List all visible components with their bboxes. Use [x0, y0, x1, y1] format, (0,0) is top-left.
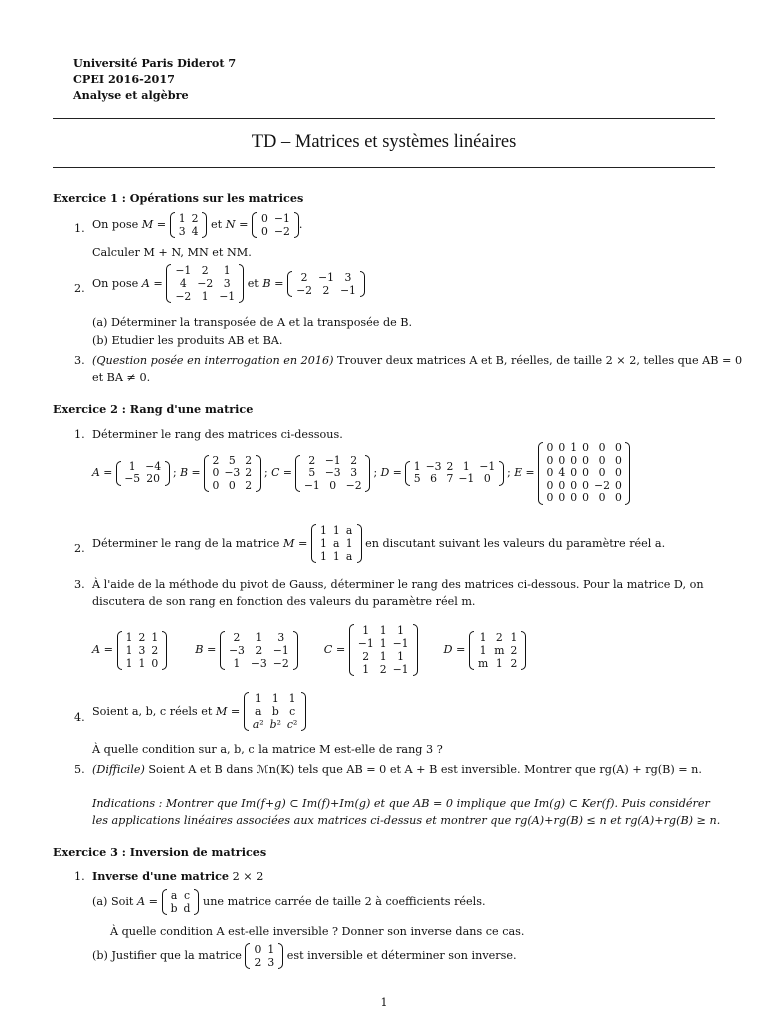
matrix-B: 2 −1 3 −2 2 −1 [287, 271, 365, 297]
item-number: 2. [74, 282, 85, 295]
program-name: CPEI 2016-2017 [73, 72, 175, 86]
page-number: 1 [380, 996, 388, 1009]
ex1-q3: (Question posée en interrogation en 2016) Trouver deux matrices A et B, réelles, de taille 2 × 2, telles que AB = 0 [92, 354, 743, 367]
ex1-q1: On pose M = 1 2 3 4 et N = 0 −1 0 −2 . [92, 212, 303, 238]
ex2-matrices-row: A = 1 −4 −5 20 ; B = 2 5 2 0 −3 2 0 0 2 ; C = 2 −1 2 5 −3 3 −1 0 −2 ; D = 1 −3 2 1 −1 5 6 7 −1 0 ; E = 0 0 1 0 0 0 0 0 0 0 0 0 0 4 0 0 0 0 0 0 0 0 −2 0 0 0 0 0 0 0 [92, 442, 630, 505]
matrix-A5: a c b d [162, 889, 200, 915]
matrix-N: 0 −1 0 −2 [252, 212, 299, 238]
matrix-D2: 1 −3 2 1 −1 5 6 7 −1 0 [405, 461, 504, 486]
ex1-q2: On pose A = −1 2 1 4 −2 3 −2 1 −1 et B = 2 −1 3 −2 2 −1 [92, 264, 365, 303]
ex1-q3-line2: et BA ≠ 0. [92, 371, 151, 384]
ex2-q3-line1: À l'aide de la méthode du pivot de Gauss, déterminer le rang des matrices ci-dessous. Pour la matrice D, on [92, 578, 704, 591]
matrix-A3: 1 2 1 1 3 2 1 1 0 [117, 631, 168, 670]
ex1-q2a: (a) Déterminer la transposée de A et la transposée de B. [92, 316, 413, 329]
ex3-q1a-line2: À quelle condition A est-elle inversible ? Donner son inverse dans ce cas. [110, 925, 525, 938]
ex3-q1: Inverse d'une matrice 2 × 2 [92, 869, 264, 883]
matrix-C3: 1 1 1 −1 1 −1 2 1 1 1 2 −1 [349, 624, 418, 676]
ex2-q4-line2: À quelle condition sur a, b, c la matrice M est-elle de rang 3 ? [92, 743, 443, 756]
item-number: 3. [74, 354, 85, 367]
document-header [73, 55, 236, 103]
ex3-q1b: (b) Justifier que la matrice 0 1 2 3 est inversible et déterminer son inverse. [92, 943, 517, 969]
exercise-3-heading: Exercice 3 : Inversion de matrices [53, 845, 267, 859]
ex1-q2b: (b) Etudier les produits AB et BA. [92, 334, 283, 347]
course-name: Analyse et algèbre [73, 88, 189, 102]
matrix-M4: 1 1 1 a b c a² b² c² [244, 692, 306, 731]
ex2-q4: Soient a, b, c réels et M = 1 1 1 a b c a² b² c² [92, 692, 306, 731]
item-number: 1. [74, 428, 85, 441]
ex2-q3-matrices: A = 1 2 1 1 3 2 1 1 0 B = 2 1 3 −3 2 −1 1 −3 −2 C = 1 1 1 −1 1 −1 2 1 1 1 2 −1 D = 1 2 1 1 m 2 m 1 2 [92, 624, 526, 676]
matrix-M: 1 2 3 4 [170, 212, 208, 238]
ex2-hint-line1: Indications : Montrer que Im(f+g) ⊂ Im(f)+Im(g) et que AB = 0 implique que Im(g) ⊂ Ker(f). Puis considérer [92, 797, 710, 810]
matrix-B2: 2 5 2 0 −3 2 0 0 2 [204, 455, 261, 493]
ex3-q1a: (a) Soit A = a c b d une matrice carrée de taille 2 à coefficients réels. [92, 889, 486, 915]
item-number: 1. [74, 222, 85, 235]
matrix-inv: 0 1 2 3 [245, 943, 283, 969]
matrix-A: −1 2 1 4 −2 3 −2 1 −1 [166, 264, 244, 303]
ex2-q5: (Difficile) Soient A et B dans ℳn(𝕂) tels que AB = 0 et A + B est inversible. Montrer que rg(A) + rg(B) = n. [92, 763, 702, 776]
university-name: Université Paris Diderot 7 [73, 56, 237, 70]
exercise-1-heading: Exercice 1 : Opérations sur les matrices [53, 191, 304, 205]
item-number: 5. [74, 763, 85, 776]
exercise-2-heading: Exercice 2 : Rang d'une matrice [53, 402, 254, 416]
item-number: 4. [74, 711, 85, 724]
item-number: 3. [74, 578, 85, 591]
page-title: TD – Matrices et systèmes linéaires [251, 132, 517, 152]
ex1-q1-calc: Calculer M + N, MN et NM. [92, 246, 252, 259]
title-rule [53, 167, 715, 168]
ex2-q1: Déterminer le rang des matrices ci-dessous. [92, 428, 343, 441]
item-number: 1. [74, 870, 85, 883]
top-rule [53, 118, 715, 119]
ex2-hint-line2: les applications linéaires associées aux matrices ci-dessus et montrer que rg(A)+rg(B) ≤ n et rg(A)+rg(B) ≥ n. [92, 814, 721, 827]
matrix-D3: 1 2 1 1 m 2 m 1 2 [469, 631, 526, 670]
matrix-M2: 1 1 a 1 a 1 1 1 a [311, 524, 362, 563]
matrix-E2: 0 0 1 0 0 0 0 0 0 0 0 0 0 4 0 0 0 0 0 0 0 0 −2 0 0 0 0 0 0 0 [538, 442, 630, 505]
ex2-q2: Déterminer le rang de la matrice M = 1 1 a 1 a 1 1 1 a en discutant suivant les valeurs du paramètre réel a. [92, 524, 666, 563]
matrix-C2: 2 −1 2 5 −3 3 −1 0 −2 [295, 455, 370, 493]
item-number: 2. [74, 542, 85, 555]
matrix-B3: 2 1 3 −3 2 −1 1 −3 −2 [220, 631, 298, 670]
matrix-A2: 1 −4 −5 20 [116, 461, 170, 486]
ex2-q3-line2: discutera de son rang en fonction des valeurs du paramètre réel m. [92, 595, 476, 608]
